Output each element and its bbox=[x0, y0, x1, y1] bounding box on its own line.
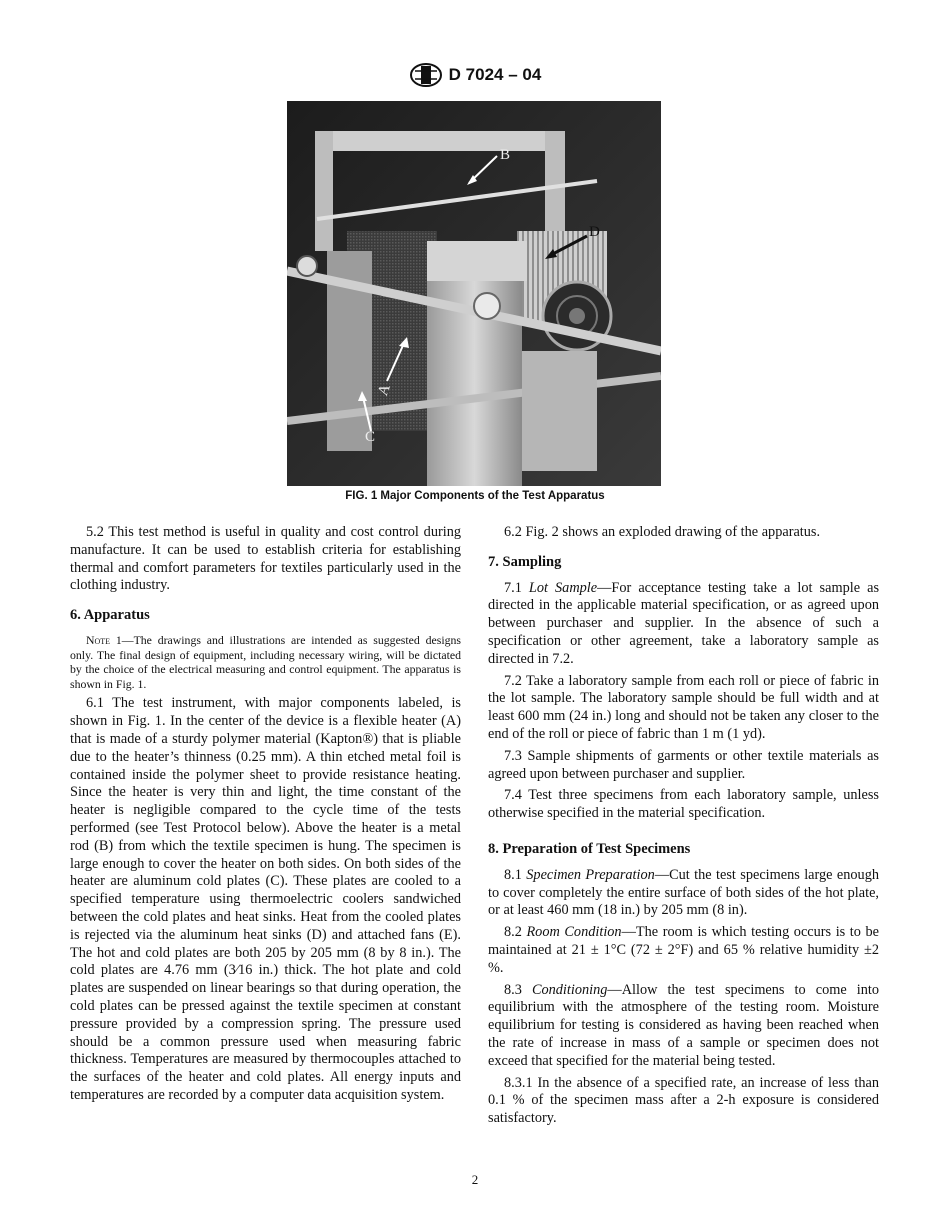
para-text: —For acceptance testing take a lot sample as directed in the applicable material specification, or as agreed upon between purchaser and supplier. In the absence of such a specification or other agreement, take a laboratory sample as directed in 7.2. bbox=[488, 579, 880, 667]
term-specimen-preparation: Specimen Preparation bbox=[526, 866, 655, 883]
figure-caption: FIG. 1 Major Components of the Test Apparatus bbox=[345, 490, 605, 502]
apparatus-photo bbox=[287, 101, 661, 486]
para-number: 8.2 bbox=[504, 924, 527, 941]
para-text: —Cut the test specimens large enough to cover completely the entire surface of both sides of the hot plate, or at least 460 mm (18 in.) by 205 mm (8 in). bbox=[488, 866, 879, 919]
paragraph-5-2: 5.2 This test method is useful in quality and cost control during manufacture. It can be used to establish criteria for establishing thermal and comfort parameters for textiles particularly used in the clothing industry. bbox=[70, 524, 461, 594]
term-room-condition: Room Condition bbox=[526, 924, 622, 941]
paragraph-6-2: 6.2 Fig. 2 shows an exploded drawing of the apparatus. bbox=[504, 524, 821, 540]
note-1 bbox=[70, 633, 461, 691]
paragraph-7-3: 7.3 Sample shipments of garments or other textile materials as agreed upon between purchaser and supplier. bbox=[488, 747, 879, 782]
para-text: —The room is which testing occurs is to be maintained at 21 ± 1°C (72 ± 2°F) and 65 % relative humidity ±2 %. bbox=[488, 924, 880, 976]
heading-preparation: 8. Preparation of Test Specimens bbox=[488, 840, 691, 857]
paragraph-7-2: 7.2 Take a laboratory sample from each roll or piece of fabric in the lot sample. The laboratory sample should be full width and at least 600 mm (24 in.) long and should not be taken any closer to the end of the roll or piece of fabric than 1 m (1 yd). bbox=[488, 672, 879, 742]
para-number: 8.1 bbox=[504, 866, 527, 883]
note-label: Note 1 bbox=[86, 632, 122, 647]
left-column bbox=[70, 524, 461, 1109]
page-header bbox=[0, 62, 950, 93]
right-column bbox=[488, 524, 879, 1132]
para-number: 8.3 bbox=[504, 981, 532, 998]
note-text: —The drawings and illustrations are intended as suggested designs only. The final design of equipment, including necessary wiring, will be dictated by the choice of the electrical measuring and control equipment. The apparatus is shown in Fig. 1. bbox=[70, 632, 461, 691]
label-d: D bbox=[589, 224, 600, 240]
document-id: D 7024 – 04 bbox=[448, 65, 542, 84]
heading-sampling: 7. Sampling bbox=[488, 553, 562, 570]
label-a: A bbox=[375, 382, 394, 398]
paragraph-8-3 bbox=[488, 982, 879, 1071]
label-c: C bbox=[365, 429, 376, 445]
paragraph-6-1: 6.1 The test instrument, with major components labeled, is shown in Fig. 1. In the center of the device is a flexible heater (A) that is made of a sturdy polymer material (Kapton®) that is pliable due to the heater’s thinness (0.25 mm). A thin etched metal foil is contained inside the polymer sheet to provide resistance heating. Since the heater is very thin and light, the time constant of the heater is negligible compared to the cycle time of the tests performed (see Test Protocol below). Above the heater is a metal rod (B) from which the textile specimen is hung. The specimen is large enough to cover the heater on both sides. On both sides of the heater are aluminum cold plates (C). These plates are cooled to a specified temperature using thermoelectric coolers sandwiched between the cold plates and heat sinks. Heat from the cooled plates is rejected via the aluminum heat sinks (D) and attached fans (E). The hot and cold plates are both 205 by 205 mm (8 by 8 in.). The cold plates are 4.76 mm (3⁄16 in.) thick. The hot plate and cold plates are suspended on linear bearings so that during operation, the cold plates can be pressed against the textile specimen at constant pressure provided by a compression spring. The pressure used should be a common pressure used when measuring fabric thickness. Temperatures are measured by thermocouples attached to the surfaces of the heater and cold plates. All energy inputs and temperatures are recorded by a computer data acquisition system. bbox=[70, 695, 461, 1103]
paragraph-8-1 bbox=[488, 867, 879, 920]
heading-apparatus: 6. Apparatus bbox=[70, 607, 150, 624]
paragraph-7-1 bbox=[488, 580, 879, 669]
paragraph-8-3-1: 8.3.1 In the absence of a specified rate, an increase of less than 0.1 % of the specimen mass after a 2-h exposure is considered satisfactory. bbox=[488, 1074, 879, 1127]
term-lot-sample: Lot Sample bbox=[528, 579, 598, 596]
para-number: 7.1 bbox=[504, 579, 529, 596]
paragraph-8-2 bbox=[488, 924, 879, 977]
astm-logo-icon bbox=[409, 62, 443, 88]
page-number: 2 bbox=[471, 1172, 479, 1187]
term-conditioning: Conditioning bbox=[531, 981, 608, 998]
para-text: —Allow the test specimens to come into equilibrium with the atmosphere of the testing room. Moisture equilibrium for testing is considered as having been reached when the rate of increase in mass of a sample or specimen does not exceed that specified for the material being tested. bbox=[488, 981, 879, 1069]
label-b: B bbox=[500, 147, 511, 163]
paragraph-7-4: 7.4 Test three specimens from each laboratory sample, unless otherwise specified in the material specification. bbox=[488, 787, 879, 822]
